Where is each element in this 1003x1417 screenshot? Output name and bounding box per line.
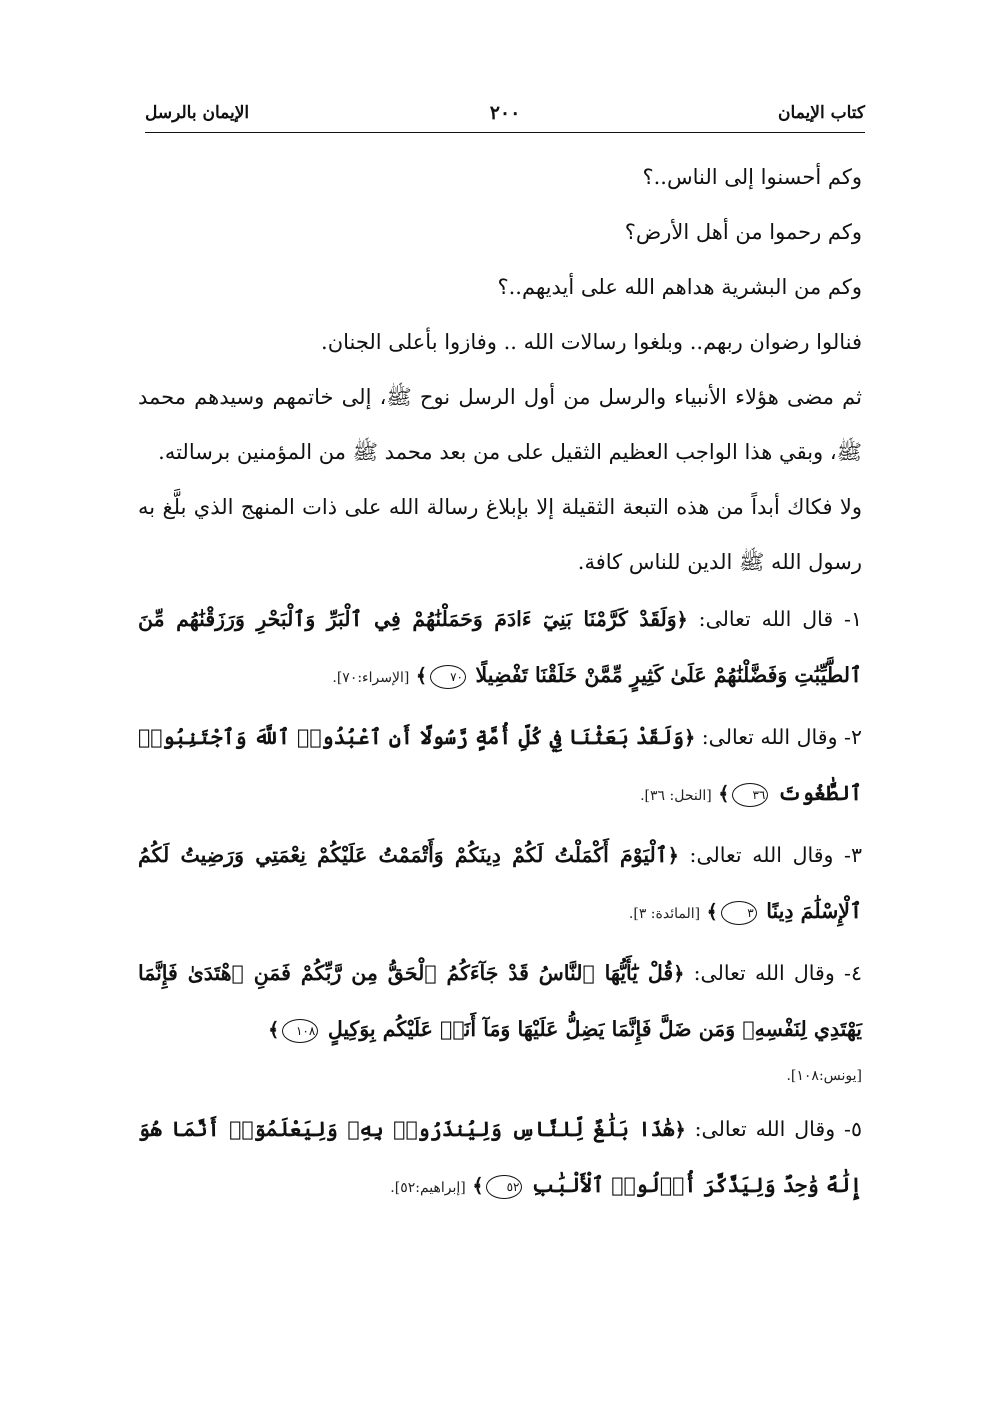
verse-intro: وقال الله تعالى: bbox=[701, 725, 838, 749]
verse-intro: وقال الله تعالى: bbox=[694, 1117, 836, 1141]
verse-item bbox=[138, 946, 862, 1058]
ayah-number: ٧٠ bbox=[430, 665, 466, 689]
paragraph: ثم مضى هؤلاء الأنبياء والرسل من أول الرسل نوح ﷺ، إلى خاتمهم وسيدهم محمد ﷺ، وبقي هذا الواجب العظيم الثقيل على من بعد محمد ﷺ من المؤمنين برسالته. bbox=[138, 385, 862, 464]
ornament-open: ﴿ bbox=[673, 963, 685, 985]
paragraph: وكم من البشرية هداهم الله على أيديهم..؟ bbox=[497, 275, 862, 299]
book-title: كتاب الإيمان bbox=[778, 103, 865, 123]
running-header bbox=[145, 100, 865, 134]
header-rule bbox=[145, 132, 865, 133]
verse-reference: [المائدة: ٣]. bbox=[628, 906, 701, 922]
verse-reference: [يونس:١٠٨]. bbox=[786, 1068, 862, 1084]
quran-verse: ٱلْيَوْمَ أَكْمَلْتُ لَكُمْ دِينَكُمْ وَأَتْمَمْتُ عَلَيْكُمْ نِعْمَتِي وَرَضِيتُ لَكُمُ ٱلْإِسْلَٰمَ دِينًا bbox=[138, 843, 862, 923]
ornament-open: ﴿ bbox=[676, 609, 688, 631]
quran-verse: هَٰذَا بَلَٰغٌ لِّلنَّاسِ وَلِيُنذَرُوا۟ بِهِۦ وَلِيَعْلَمُوٓا۟ أَنَّمَا هُوَ إِلَٰهٌ وَٰحِدٌ وَلِيَذَّكَّرَ أُو۟لُوا۟ ٱلْأَلْبَٰبِ bbox=[138, 1117, 862, 1197]
paragraph: وكم أحسنوا إلى الناس..؟ bbox=[642, 165, 862, 189]
verse-intro: وقال الله تعالى: bbox=[693, 961, 835, 985]
quran-verse: وَلَقَدْ كَرَّمْنَا بَنِيٓ ءَادَمَ وَحَمَلْنَٰهُمْ فِي ٱلْبَرِّ وَٱلْبَحْرِ وَرَزَقْنَٰهُم مِّنَ ٱلطَّيِّبَٰتِ وَفَضَّلْنَٰهُمْ عَلَىٰ كَثِيرٍ مِّمَّنْ خَلَقْنَا تَفْضِيلًا bbox=[138, 607, 862, 687]
paragraph: فنالوا رضوان ربهم.. وبلغوا رسالات الله .. وفازوا بأعلى الجنان. bbox=[321, 330, 862, 354]
item-number: ٥- bbox=[844, 1117, 862, 1141]
verse-intro: قال الله تعالى: bbox=[698, 607, 834, 631]
ornament-close: ﴾ bbox=[268, 1019, 280, 1041]
item-number: ٣- bbox=[844, 843, 862, 867]
ornament-close: ﴾ bbox=[472, 1175, 484, 1197]
ornament-open: ﴿ bbox=[674, 1119, 686, 1141]
chapter-title: الإيمان بالرسل bbox=[145, 103, 250, 123]
ornament-close: ﴾ bbox=[718, 783, 730, 805]
verse-reference: [إبراهيم:٥٢]. bbox=[390, 1180, 466, 1196]
ornament-open: ﴿ bbox=[667, 845, 679, 867]
item-number: ١- bbox=[844, 607, 862, 631]
ayah-number: ٥٢ bbox=[486, 1175, 522, 1199]
verse-reference: [الإسراء:٧٠]. bbox=[332, 670, 410, 686]
item-number: ٢- bbox=[844, 725, 862, 749]
quran-verse: قُلْ يَٰٓأَيُّهَا ٱلنَّاسُ قَدْ جَآءَكُمُ ٱلْحَقُّ مِن رَّبِّكُمْ فَمَنِ ٱهْتَدَىٰ فَإِنَّمَا يَهْتَدِي لِنَفْسِهِۦ وَمَن ضَلَّ فَإِنَّمَا يَضِلُّ عَلَيْهَا وَمَآ أَنَا۠ عَلَيْكُم بِوَكِيلٍ bbox=[138, 961, 862, 1041]
item-number: ٤- bbox=[844, 961, 862, 985]
verse-reference: [النحل: ٣٦]. bbox=[640, 788, 712, 804]
ayah-number: ٣٦ bbox=[732, 783, 768, 807]
verse-item bbox=[138, 828, 862, 942]
verse-intro: وقال الله تعالى: bbox=[689, 843, 834, 867]
verse-item bbox=[138, 592, 862, 706]
ornament-open: ﴿ bbox=[684, 727, 696, 749]
verse-list bbox=[138, 592, 862, 1216]
verse-item bbox=[138, 710, 862, 824]
paragraph: وكم رحموا من أهل الأرض؟ bbox=[624, 220, 862, 244]
ayah-number: ٣ bbox=[721, 901, 757, 925]
page-body bbox=[138, 150, 862, 1220]
ornament-close: ﴾ bbox=[415, 665, 427, 687]
page-number: ٢٠٠ bbox=[489, 102, 521, 124]
ornament-close: ﴾ bbox=[706, 901, 718, 923]
paragraph: ولا فكاك أبداً من هذه التبعة الثقيلة إلا بإبلاغ رسالة الله على ذات المنهج الذي بلَّغ به رسول الله ﷺ الدين للناس كافة. bbox=[138, 495, 862, 574]
verse-reference-line bbox=[138, 1056, 862, 1096]
quran-verse: وَلَقَدْ بَعَثْنَا فِي كُلِّ أُمَّةٍ رَّسُولًا أَنِ ٱعْبُدُوا۟ ٱللَّهَ وَٱجْتَنِبُوا۟ ٱلطَّٰغُوتَ bbox=[138, 725, 862, 805]
ayah-number: ١٠٨ bbox=[282, 1019, 318, 1043]
verse-item bbox=[138, 1102, 862, 1216]
